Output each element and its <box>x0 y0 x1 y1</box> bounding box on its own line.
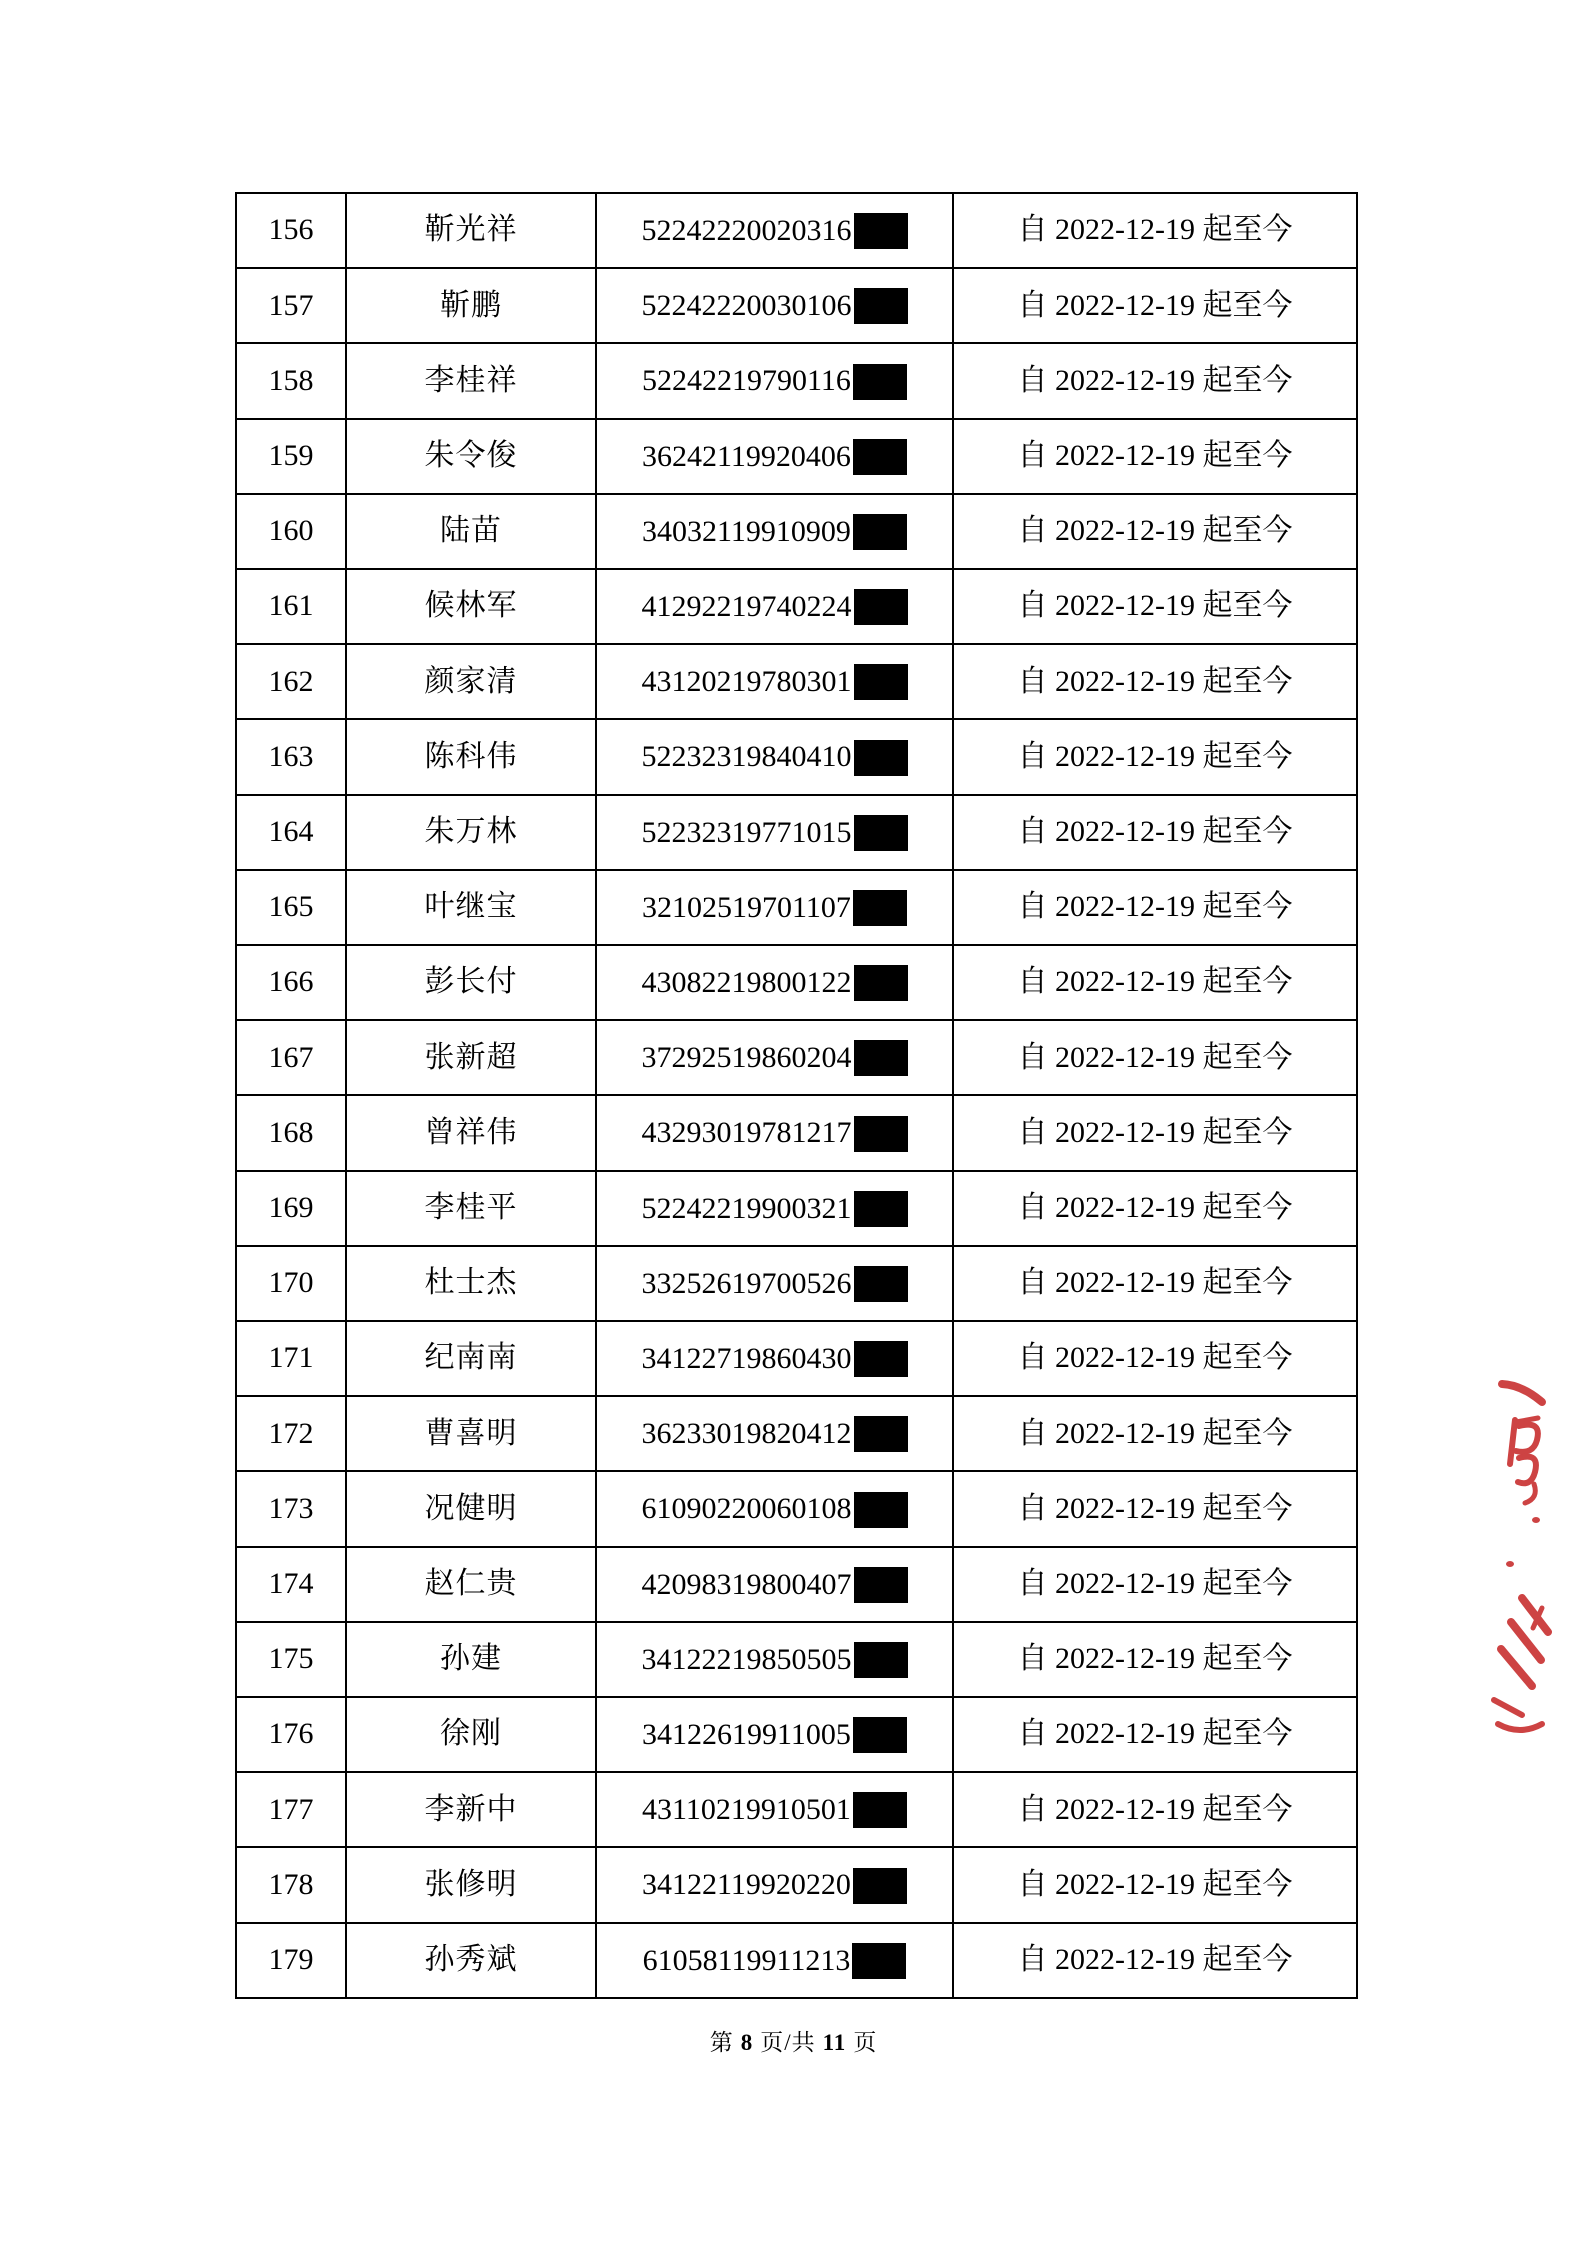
redaction-box <box>854 1567 908 1603</box>
row-number: 174 <box>236 1547 346 1622</box>
person-name: 李桂平 <box>346 1171 596 1246</box>
redaction-box <box>853 890 907 926</box>
row-number: 173 <box>236 1471 346 1546</box>
footer-middle: 页/共 <box>760 2030 816 2055</box>
validity-period: 自 2022-12-19 起至今 <box>953 494 1357 569</box>
table-row <box>236 1020 1357 1095</box>
row-number: 161 <box>236 569 346 644</box>
table-row <box>236 945 1357 1020</box>
person-id-value: 61058119911213 <box>642 1943 851 1977</box>
person-id-cell <box>596 1321 953 1396</box>
validity-period: 自 2022-12-19 起至今 <box>953 1547 1357 1622</box>
person-id-value: 43110219910501 <box>642 1793 851 1827</box>
person-name: 孙建 <box>346 1622 596 1697</box>
person-id-cell <box>596 870 953 945</box>
table-row <box>236 1772 1357 1847</box>
footer-prefix: 第 <box>709 2030 734 2055</box>
table-row <box>236 719 1357 794</box>
redaction-box <box>853 514 907 550</box>
person-id-value: 37292519860204 <box>641 1041 852 1075</box>
footer-page-number: 8 <box>740 2030 754 2055</box>
person-id-value: 42098319800407 <box>641 1567 852 1601</box>
person-name: 靳光祥 <box>346 193 596 268</box>
red-seal-stamp-fragment <box>1478 1368 1587 1760</box>
validity-period: 自 2022-12-19 起至今 <box>953 1095 1357 1170</box>
row-number: 160 <box>236 494 346 569</box>
validity-period: 自 2022-12-19 起至今 <box>953 1321 1357 1396</box>
row-number: 159 <box>236 419 346 494</box>
page-footer <box>0 2024 1587 2057</box>
person-name: 候林军 <box>346 569 596 644</box>
person-id-value: 36242119920406 <box>642 439 851 473</box>
validity-period: 自 2022-12-19 起至今 <box>953 1246 1357 1321</box>
redaction-box <box>854 1266 908 1302</box>
person-id-cell <box>596 1847 953 1922</box>
row-number: 157 <box>236 268 346 343</box>
person-name: 颜家清 <box>346 644 596 719</box>
person-id-cell <box>596 569 953 644</box>
redaction-box <box>852 1943 906 1979</box>
row-number: 165 <box>236 870 346 945</box>
redaction-box <box>853 439 907 475</box>
personnel-table <box>235 192 1358 1999</box>
person-name: 李新中 <box>346 1772 596 1847</box>
validity-period: 自 2022-12-19 起至今 <box>953 419 1357 494</box>
person-name: 朱万林 <box>346 795 596 870</box>
redaction-box <box>854 815 908 851</box>
validity-period: 自 2022-12-19 起至今 <box>953 644 1357 719</box>
row-number: 178 <box>236 1847 346 1922</box>
validity-period: 自 2022-12-19 起至今 <box>953 1697 1357 1772</box>
redaction-box <box>854 1341 908 1377</box>
row-number: 175 <box>236 1622 346 1697</box>
person-id-value: 32102519701107 <box>642 890 851 924</box>
footer-suffix: 页 <box>853 2030 878 2055</box>
person-id-cell <box>596 1622 953 1697</box>
redaction-box <box>853 1868 907 1904</box>
redaction-box <box>854 589 908 625</box>
table-row <box>236 268 1357 343</box>
person-id-value: 34122219850505 <box>641 1642 852 1676</box>
row-number: 168 <box>236 1095 346 1170</box>
row-number: 163 <box>236 719 346 794</box>
table-row <box>236 193 1357 268</box>
row-number: 172 <box>236 1396 346 1471</box>
personnel-table-body <box>236 193 1357 1998</box>
row-number: 166 <box>236 945 346 1020</box>
person-id-value: 36233019820412 <box>641 1417 852 1451</box>
person-name: 朱令俊 <box>346 419 596 494</box>
table-row <box>236 419 1357 494</box>
person-name: 纪南南 <box>346 1321 596 1396</box>
redaction-box <box>853 1792 907 1828</box>
table-row <box>236 644 1357 719</box>
row-number: 177 <box>236 1772 346 1847</box>
person-name: 孙秀斌 <box>346 1923 596 1998</box>
redaction-box <box>854 1040 908 1076</box>
table-row <box>236 494 1357 569</box>
table-row <box>236 870 1357 945</box>
redaction-box <box>853 364 907 400</box>
person-id-value: 33252619700526 <box>641 1266 852 1300</box>
person-id-cell <box>596 1923 953 1998</box>
person-id-cell <box>596 1095 953 1170</box>
validity-period: 自 2022-12-19 起至今 <box>953 1923 1357 1998</box>
person-id-cell <box>596 1171 953 1246</box>
validity-period: 自 2022-12-19 起至今 <box>953 268 1357 343</box>
person-id-value: 34122719860430 <box>641 1341 852 1375</box>
table-row <box>236 1095 1357 1170</box>
table-row <box>236 1547 1357 1622</box>
person-name: 陈科伟 <box>346 719 596 794</box>
person-name: 靳鹏 <box>346 268 596 343</box>
table-row <box>236 569 1357 644</box>
redaction-box <box>854 1416 908 1452</box>
person-id-value: 43082219800122 <box>641 965 852 999</box>
validity-period: 自 2022-12-19 起至今 <box>953 945 1357 1020</box>
footer-total-pages: 11 <box>822 2030 847 2055</box>
person-id-cell <box>596 1471 953 1546</box>
person-id-cell <box>596 1020 953 1095</box>
table-row <box>236 1923 1357 1998</box>
person-id-cell <box>596 1396 953 1471</box>
validity-period: 自 2022-12-19 起至今 <box>953 870 1357 945</box>
redaction-box <box>854 213 908 249</box>
person-id-cell <box>596 719 953 794</box>
validity-period: 自 2022-12-19 起至今 <box>953 1622 1357 1697</box>
person-id-value: 41292219740224 <box>641 589 852 623</box>
person-id-cell <box>596 1697 953 1772</box>
person-id-value: 43120219780301 <box>641 665 852 699</box>
row-number: 158 <box>236 343 346 418</box>
redaction-box <box>854 965 908 1001</box>
person-name: 李桂祥 <box>346 343 596 418</box>
row-number: 164 <box>236 795 346 870</box>
redaction-box <box>854 740 908 776</box>
validity-period: 自 2022-12-19 起至今 <box>953 1772 1357 1847</box>
person-id-cell <box>596 1246 953 1321</box>
person-name: 张新超 <box>346 1020 596 1095</box>
person-id-value: 43293019781217 <box>641 1116 852 1150</box>
row-number: 167 <box>236 1020 346 1095</box>
row-number: 169 <box>236 1171 346 1246</box>
person-name: 徐刚 <box>346 1697 596 1772</box>
person-id-cell <box>596 795 953 870</box>
table-row <box>236 1321 1357 1396</box>
person-id-value: 34122619911005 <box>642 1717 851 1751</box>
redaction-box <box>854 1492 908 1528</box>
person-name: 叶继宝 <box>346 870 596 945</box>
person-id-cell <box>596 494 953 569</box>
person-id-cell <box>596 268 953 343</box>
table-row <box>236 1396 1357 1471</box>
validity-period: 自 2022-12-19 起至今 <box>953 1471 1357 1546</box>
person-name: 陆苗 <box>346 494 596 569</box>
validity-period: 自 2022-12-19 起至今 <box>953 719 1357 794</box>
person-id-cell <box>596 1772 953 1847</box>
redaction-box <box>854 664 908 700</box>
row-number: 171 <box>236 1321 346 1396</box>
person-name: 曾祥伟 <box>346 1095 596 1170</box>
person-id-cell <box>596 1547 953 1622</box>
person-id-cell <box>596 343 953 418</box>
person-id-value: 52242219790116 <box>642 364 851 398</box>
table-row <box>236 1847 1357 1922</box>
person-id-value: 52232319771015 <box>641 815 852 849</box>
table-row <box>236 795 1357 870</box>
validity-period: 自 2022-12-19 起至今 <box>953 193 1357 268</box>
table-row <box>236 1622 1357 1697</box>
redaction-box <box>854 288 908 324</box>
redaction-box <box>853 1717 907 1753</box>
person-name: 赵仁贵 <box>346 1547 596 1622</box>
person-id-value: 52232319840410 <box>641 740 852 774</box>
row-number: 176 <box>236 1697 346 1772</box>
person-id-value: 34032119910909 <box>642 514 851 548</box>
validity-period: 自 2022-12-19 起至今 <box>953 1847 1357 1922</box>
table-row <box>236 1697 1357 1772</box>
validity-period: 自 2022-12-19 起至今 <box>953 343 1357 418</box>
person-name: 张修明 <box>346 1847 596 1922</box>
person-name: 彭长付 <box>346 945 596 1020</box>
person-id-cell <box>596 419 953 494</box>
table-row <box>236 1246 1357 1321</box>
validity-period: 自 2022-12-19 起至今 <box>953 1396 1357 1471</box>
person-name: 况健明 <box>346 1471 596 1546</box>
redaction-box <box>854 1116 908 1152</box>
validity-period: 自 2022-12-19 起至今 <box>953 1020 1357 1095</box>
row-number: 156 <box>236 193 346 268</box>
person-name: 杜士杰 <box>346 1246 596 1321</box>
person-id-value: 52242220020316 <box>641 213 852 247</box>
row-number: 162 <box>236 644 346 719</box>
validity-period: 自 2022-12-19 起至今 <box>953 795 1357 870</box>
person-id-cell <box>596 193 953 268</box>
person-id-cell <box>596 945 953 1020</box>
person-id-value: 52242219900321 <box>641 1191 852 1225</box>
person-id-value: 34122119920220 <box>642 1868 851 1902</box>
person-id-cell <box>596 644 953 719</box>
redaction-box <box>854 1642 908 1678</box>
validity-period: 自 2022-12-19 起至今 <box>953 1171 1357 1246</box>
redaction-box <box>854 1191 908 1227</box>
row-number: 179 <box>236 1923 346 1998</box>
validity-period: 自 2022-12-19 起至今 <box>953 569 1357 644</box>
table-row <box>236 1171 1357 1246</box>
table-row <box>236 343 1357 418</box>
row-number: 170 <box>236 1246 346 1321</box>
person-name: 曹喜明 <box>346 1396 596 1471</box>
person-id-value: 61090220060108 <box>641 1492 852 1526</box>
person-id-value: 52242220030106 <box>641 289 852 323</box>
table-row <box>236 1471 1357 1546</box>
